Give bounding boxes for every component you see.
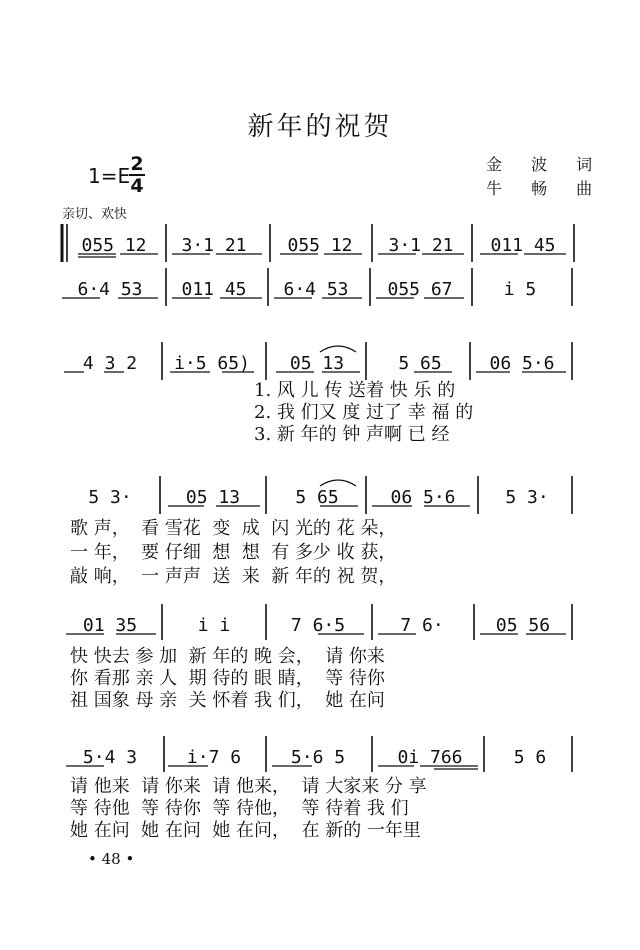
measure: 5·4 3 — [82, 746, 138, 768]
measure: 011 45 — [490, 234, 556, 256]
measure: 7 6· — [400, 614, 444, 636]
lyric-line: 祖 国象 母 亲 关 怀着 我 们， 她 在问 — [70, 690, 385, 711]
measure: 3·1 21 — [388, 234, 454, 256]
measure: 0i 766 — [397, 746, 463, 768]
lyric-line: 等 待他 等 待你 等 待他， 等 待着 我 们 — [70, 798, 409, 819]
lyric-line: 快 快去 参 加 新 年的 晚 会， 请 你来 — [70, 646, 385, 667]
lyric-line: 请 他来 请 你来 请 他来， 请 大家来 分 享 — [70, 776, 427, 797]
measure: 06 5·6 — [489, 352, 555, 374]
key-signature: 1=E — [88, 164, 131, 188]
composer-credit: 牛 畅 曲 — [486, 179, 605, 198]
lyric-line: 1. 风 儿 传 送着 快 乐 的 — [254, 380, 456, 401]
measure: 5 3· — [505, 486, 549, 508]
lyricist-credit: 金 波 词 — [486, 155, 605, 174]
slur — [320, 346, 356, 352]
measure: 05 56 — [495, 614, 551, 636]
measure: 5·6 5 — [290, 746, 346, 768]
measure: 011 45 — [181, 278, 247, 300]
lyric-line: 3. 新 年的 钟 声啊 已 经 — [254, 424, 450, 445]
measure: 6·4 53 — [77, 278, 143, 300]
lyric-line: 2. 我 们又 度 过了 幸 福 的 — [254, 402, 474, 423]
page-number: • 48 • — [88, 850, 135, 868]
measure: 05 13 — [289, 352, 345, 374]
measure: 5 6 — [513, 746, 547, 768]
measure: 05 13 — [185, 486, 241, 508]
lyric-line: 你 看那 亲 人 期 待的 眼 睛， 等 待你 — [70, 668, 385, 689]
lyric-line: 歌 声， 看 雪花 变 成 闪 光的 花 朵， — [70, 518, 397, 539]
measure: 5 65 — [295, 486, 339, 508]
lyric-line: 她 在问 她 在问 她 在问， 在 新的 一年里 — [70, 820, 421, 841]
time-signature-top: 2 — [130, 153, 144, 175]
measure: i·5 65) — [174, 352, 250, 374]
time-signature-bottom: 4 — [130, 175, 144, 197]
measure: 01 35 — [82, 614, 138, 636]
lyric-line: 敲 响， 一 声声 送 来 新 年的 祝 贺， — [70, 566, 397, 587]
lyric-line: 一 年， 要 仔细 想 想 有 多少 收 获， — [70, 542, 397, 563]
measure: i·7 6 — [186, 746, 242, 768]
tempo-marking: 亲切、欢快 — [62, 207, 128, 222]
slur — [320, 480, 356, 486]
measure: 7 6·5 — [290, 614, 346, 636]
measure: 5 65 — [398, 352, 442, 374]
measure: 4 3 2 — [82, 352, 138, 374]
measure: 5 3· — [88, 486, 132, 508]
measure: 055 12 — [81, 234, 147, 256]
measure: 055 67 — [387, 278, 453, 300]
measure: 06 5·6 — [390, 486, 456, 508]
measure: 6·4 53 — [283, 278, 349, 300]
measure: i i — [197, 614, 231, 636]
measure: 3·1 21 — [181, 234, 247, 256]
measure: 055 12 — [287, 234, 353, 256]
measure: i 5 — [503, 278, 537, 300]
song-title: 新年的祝贺 — [247, 112, 393, 142]
